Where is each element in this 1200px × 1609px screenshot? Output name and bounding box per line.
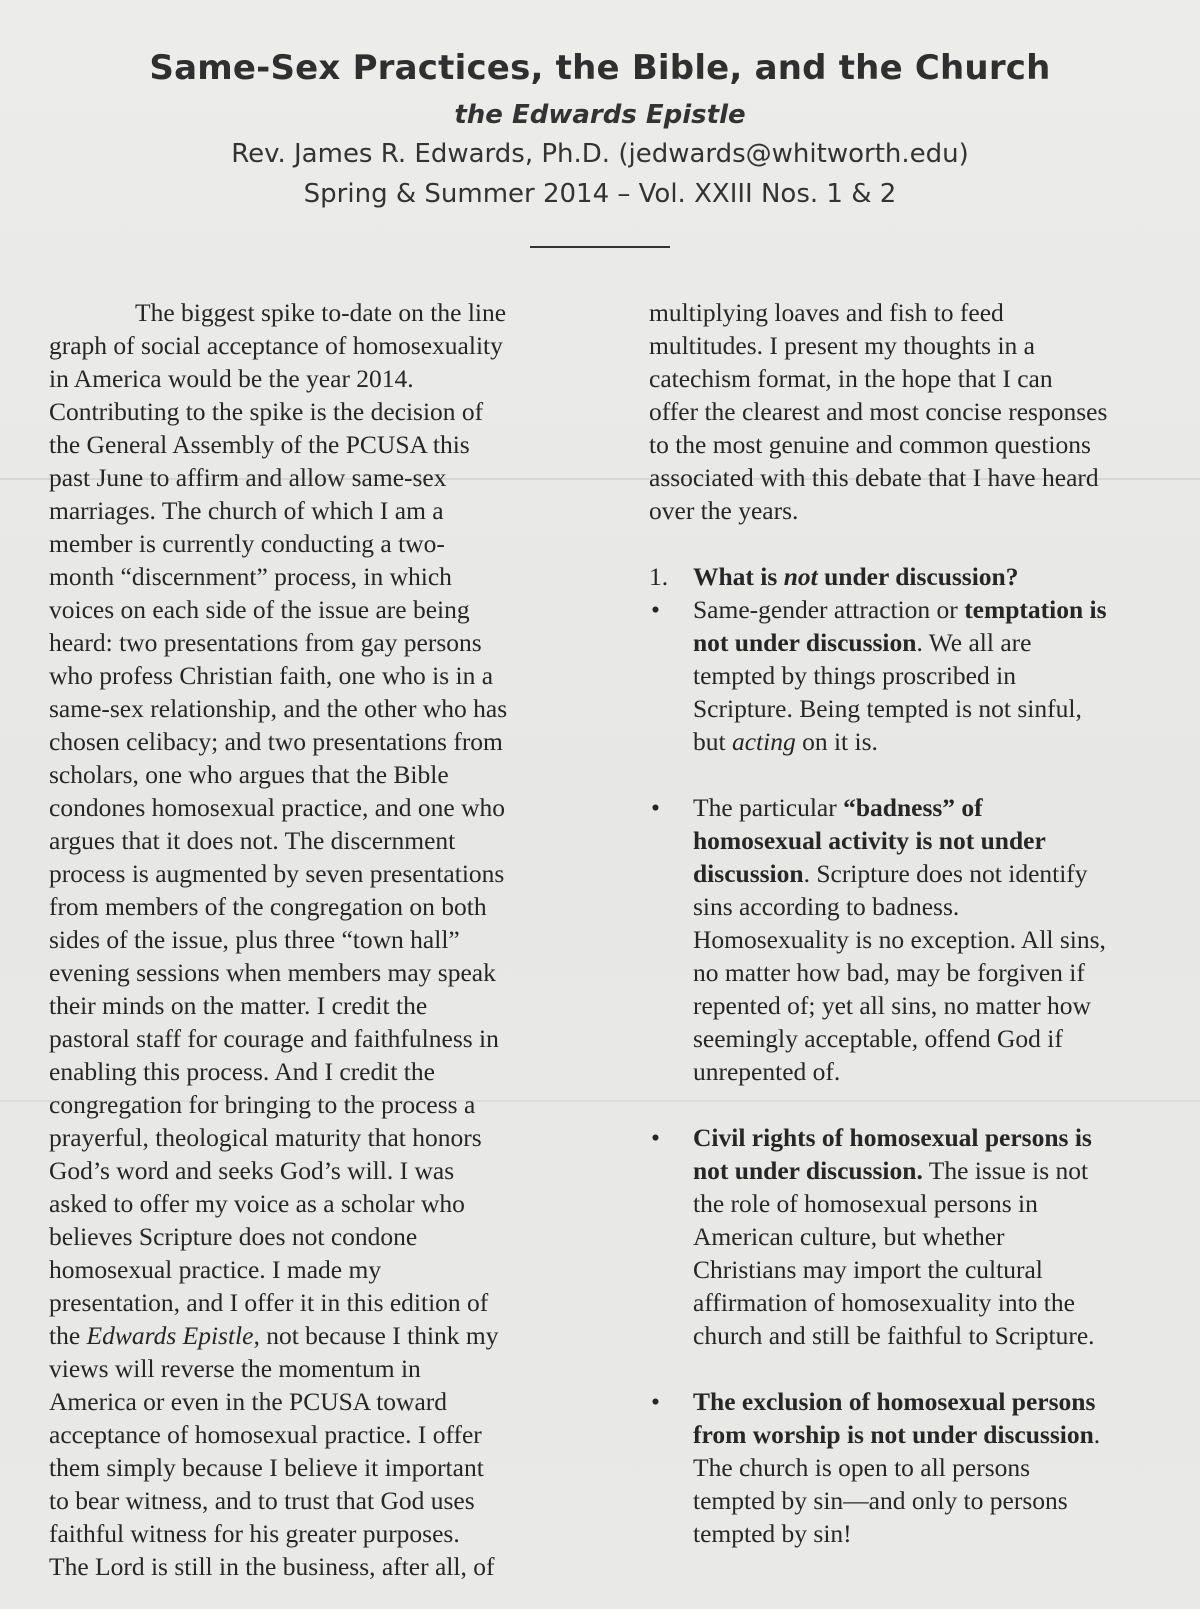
text-line: The biggest spike to-date on the line — [135, 298, 507, 327]
text-line: prayerful, theological maturity that honors — [49, 1123, 482, 1152]
text-segment: . — [1093, 1420, 1101, 1449]
text-line: in America would be the year 2014. — [49, 364, 414, 393]
text-line — [693, 626, 1161, 659]
text-line: heard: two presentations from gay persons — [49, 628, 482, 657]
text-segment: but — [693, 727, 726, 756]
bullet-item — [649, 593, 1161, 758]
emphasis-text: not — [783, 562, 818, 591]
text-segment: under discussion? — [824, 562, 1019, 591]
bullet-icon: • — [651, 1123, 660, 1152]
text-line: no matter how bad, may be forgiven if — [693, 958, 1085, 987]
text-line: the General Assembly of the PCUSA this — [49, 430, 470, 459]
text-line — [693, 791, 1161, 824]
text-line — [693, 725, 1161, 758]
text-line: member is currently conducting a two- — [49, 529, 445, 558]
bold-text: homosexual activity is not under — [693, 826, 1046, 855]
question-number: 1. — [649, 562, 669, 591]
text-line — [693, 593, 1161, 626]
text-line — [693, 824, 1161, 857]
text-segment: The issue is not — [928, 1156, 1089, 1185]
text-line: graph of social acceptance of homosexuality — [49, 331, 503, 360]
newsletter-name: the Edwards Epistle — [454, 100, 746, 130]
text-line: associated with this debate that I have heard — [649, 463, 1099, 492]
text-line — [693, 1418, 1161, 1451]
bullet-item — [649, 1121, 1161, 1352]
intro-paragraph — [49, 296, 589, 1583]
bold-text: discussion — [693, 859, 804, 888]
bold-text: not under discussion. — [693, 1156, 923, 1185]
bullet-icon: • — [651, 595, 660, 624]
text-line: who profess Christian faith, one who is in a — [49, 661, 494, 690]
text-line: tempted by sin—and only to persons — [693, 1486, 1068, 1515]
text-line: their minds on the matter. I credit the — [49, 991, 428, 1020]
text-line: month “discernment” process, in which — [49, 562, 452, 591]
text-line: views will reverse the momentum in — [49, 1354, 421, 1383]
text-line: unrepented of. — [693, 1057, 841, 1086]
text-line: to the most genuine and common questions — [649, 430, 1091, 459]
text-line: acceptance of homosexual practice. I offer — [49, 1420, 482, 1449]
text-line: scholars, one who argues that the Bible — [49, 760, 449, 789]
text-line: offer the clearest and most concise responses — [649, 397, 1108, 426]
bold-text: from worship is not under discussion — [693, 1420, 1094, 1449]
text-line: catechism format, in the hope that I can — [649, 364, 1053, 393]
text-line: evening sessions when members may speak — [49, 958, 496, 987]
publication-name: Edwards Epistle, — [86, 1321, 260, 1350]
text-line: repented of; yet all sins, no matter how — [693, 991, 1091, 1020]
text-line: multiplying loaves and fish to feed — [649, 298, 1004, 327]
text-line: Scripture. Being tempted is not sinful, — [693, 694, 1082, 723]
issue-line: Spring & Summer 2014 – Vol. XXIII Nos. 1 & 2 — [303, 179, 897, 209]
text-line: the role of homosexual persons in — [693, 1189, 1038, 1218]
bold-text: temptation is — [964, 595, 1107, 624]
text-line: The Lord is still in the business, after all, of — [49, 1552, 495, 1581]
text-line: The church is open to all persons — [693, 1453, 1031, 1482]
text-line: America or even in the PCUSA toward — [49, 1387, 448, 1416]
text-line: argues that it does not. The discernment — [49, 826, 456, 855]
text-line: chosen celibacy; and two presentations from — [49, 727, 503, 756]
text-line: church and still be faithful to Scripture. — [693, 1321, 1095, 1350]
text-line: past June to affirm and allow same-sex — [49, 463, 447, 492]
text-line: tempted by sin! — [693, 1519, 852, 1548]
bold-text: Civil rights of homosexual persons is — [693, 1123, 1092, 1152]
text-line: seemingly acceptable, offend God if — [693, 1024, 1063, 1053]
text-line: voices on each side of the issue are being — [49, 595, 470, 624]
text-segment: What is — [693, 562, 778, 591]
newsletter-header — [0, 40, 1200, 248]
bold-text: The exclusion of homosexual persons — [693, 1387, 1096, 1416]
text-line: presentation, and I offer it in this edition of — [49, 1288, 489, 1317]
text-segment: The particular — [693, 793, 837, 822]
text-line — [693, 1385, 1161, 1418]
text-line: multitudes. I present my thoughts in a — [649, 331, 1035, 360]
text-line: condones homosexual practice, and one who — [49, 793, 506, 822]
text-segment: not because I think my — [266, 1321, 499, 1350]
text-line: from members of the congregation on both — [49, 892, 487, 921]
text-line: Christians may import the cultural — [693, 1255, 1043, 1284]
text-line: faithful witness for his greater purposes. — [49, 1519, 460, 1548]
text-line — [693, 560, 1161, 593]
bullet-item — [649, 791, 1161, 1088]
text-line: pastoral staff for courage and faithfulness in — [49, 1024, 499, 1053]
text-segment: the — [49, 1321, 81, 1350]
text-line: to bear witness, and to trust that God uses — [49, 1486, 475, 1515]
bullet-icon: • — [651, 1387, 660, 1416]
bold-text: not under discussion — [693, 628, 917, 657]
text-line: them simply because I believe it important — [49, 1453, 484, 1482]
text-line: Homosexuality is no exception. All sins, — [693, 925, 1106, 954]
text-line: enabling this process. And I credit the — [49, 1057, 435, 1086]
article-title: Same-Sex Practices, the Bible, and the Church — [149, 48, 1051, 88]
text-line: congregation for bringing to the process a — [49, 1090, 476, 1119]
text-segment: . Scripture does not identify — [803, 859, 1088, 888]
text-line: process is augmented by seven presentations — [49, 859, 505, 888]
text-line: affirmation of homosexuality into the — [693, 1288, 1075, 1317]
author-line: Rev. James R. Edwards, Ph.D. (jedwards@whitworth.edu) — [231, 139, 969, 169]
text-line — [693, 1154, 1161, 1187]
right-column — [649, 296, 1161, 1550]
text-line: God’s word and seeks God’s will. I was — [49, 1156, 455, 1185]
text-line: sides of the issue, plus three “town hall” — [49, 925, 460, 954]
text-line — [49, 1319, 589, 1352]
text-line: sins according to badness. — [693, 892, 960, 921]
text-segment: Same-gender attraction or — [693, 595, 958, 624]
text-line: Contributing to the spike is the decision of — [49, 397, 484, 426]
text-line — [693, 857, 1161, 890]
text-line: believes Scripture does not condone — [49, 1222, 418, 1251]
text-line — [693, 1121, 1161, 1154]
header-divider — [530, 246, 670, 248]
text-segment: . We all are — [916, 628, 1032, 657]
text-segment: on it is. — [802, 727, 878, 756]
text-line: marriages. The church of which I am a — [49, 496, 444, 525]
text-line: American culture, but whether — [693, 1222, 1005, 1251]
text-line: tempted by things proscribed in — [693, 661, 1016, 690]
emphasis-text: acting — [731, 727, 796, 756]
bullet-item — [649, 1385, 1161, 1550]
left-column — [49, 296, 589, 1583]
question-heading — [649, 560, 1161, 593]
bullet-icon: • — [651, 793, 660, 822]
text-line: asked to offer my voice as a scholar who — [49, 1189, 465, 1218]
text-line: same-sex relationship, and the other who has — [49, 694, 508, 723]
text-line: homosexual practice. I made my — [49, 1255, 382, 1284]
bold-text: “badness” of — [843, 793, 983, 822]
intro-continuation — [649, 296, 1161, 527]
text-line: over the years. — [649, 496, 799, 525]
